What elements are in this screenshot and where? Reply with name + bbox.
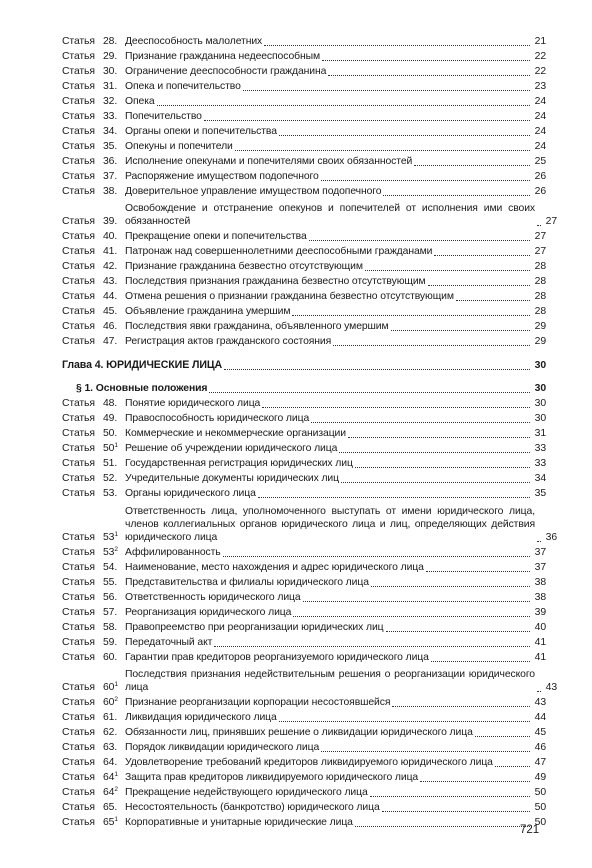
article-number: 39. (103, 216, 118, 227)
toc-entry (62, 649, 546, 664)
article-number: 58. (103, 622, 118, 633)
toc-entry (62, 500, 557, 544)
entry-page-number: 26 (534, 186, 546, 197)
article-label: Статья (62, 458, 95, 469)
dot-leader (426, 561, 530, 572)
toc-entry (62, 138, 546, 153)
entry-page-number: 21 (534, 36, 546, 47)
article-label: Статья (62, 443, 95, 454)
article-number: 53. (103, 488, 118, 499)
entry-page-number: 31 (534, 428, 546, 439)
article-number-superscript: 1 (114, 531, 118, 538)
entry-page-number: 24 (534, 126, 546, 137)
toc-entry (62, 303, 546, 318)
article-label: Статья (62, 652, 95, 663)
entry-title: Решение об учреждении юридического лица (125, 443, 338, 454)
toc-entry (62, 333, 546, 348)
article-number: $60^1$ (103, 681, 118, 693)
entry-title: Ответственность лица, уполномоченного выступать от имени юридического лица, членов коллегиальных органов юридического лица и лиц, определяющих действия юридического лица (125, 506, 535, 543)
entry-page-number: 43 (545, 682, 557, 693)
article-number: 35. (103, 141, 118, 152)
toc-entry (62, 559, 546, 574)
entry-title: Наименование, место нахождения и адрес юридического лица (125, 562, 424, 573)
entry-title: Объявление гражданина умершим (125, 306, 291, 317)
article-number: 30. (103, 66, 118, 77)
entry-page-number: 26 (534, 171, 546, 182)
entry-title: Признание гражданина недееспособным (125, 51, 321, 62)
dot-leader (339, 442, 530, 453)
entry-title: Органы юридического лица (125, 488, 256, 499)
dot-leader (235, 140, 530, 151)
article-label: Статья (62, 111, 95, 122)
article-number: 47. (103, 336, 118, 347)
toc-entry (62, 709, 546, 724)
toc-entry (62, 664, 557, 694)
article-number: 55. (103, 577, 118, 588)
article-number-superscript: 2 (114, 546, 118, 553)
toc-entry (62, 395, 546, 410)
article-label: Статья (62, 592, 95, 603)
dot-leader (434, 245, 530, 256)
dot-leader (264, 35, 530, 46)
article-label: Статья (62, 51, 95, 62)
entry-title: Попечительство (125, 111, 202, 122)
article-label: Статья (62, 413, 95, 424)
entry-title: Глава 4. ЮРИДИЧЕСКИЕ ЛИЦА (62, 359, 223, 371)
article-label: Статья (62, 321, 95, 332)
entry-title: Корпоративные и унитарные юридические лица (125, 817, 353, 828)
article-label: Статья (62, 216, 95, 227)
section-heading (62, 380, 546, 395)
toc-entry (62, 604, 546, 619)
entry-title: Защита прав кредиторов ликвидируемого юридического лица (125, 772, 419, 783)
entry-title: Дееспособность малолетних (125, 36, 263, 47)
entry-title: Представительства и филиалы юридического лица (125, 577, 369, 588)
dot-leader (214, 636, 530, 647)
entry-title: Опека и попечительство (125, 81, 241, 92)
article-label: Статья (62, 742, 95, 753)
article-label: Статья (62, 532, 95, 543)
entry-page-number: 47 (534, 757, 546, 768)
entry-page-number: 44 (534, 712, 546, 723)
entry-page-number: 24 (534, 96, 546, 107)
article-number: $60^2$ (103, 696, 118, 708)
article-label: Статья (62, 36, 95, 47)
entry-page-number: 28 (534, 261, 546, 272)
entry-page-number: 27 (534, 231, 546, 242)
entry-title: Коммерческие и некоммерческие организации (125, 428, 346, 439)
entry-page-number: 34 (534, 473, 546, 484)
article-number: 45. (103, 306, 118, 317)
entry-title: Последствия признания гражданина безвестно отсутствующим (125, 276, 426, 287)
toc-entry (62, 485, 546, 500)
dot-leader (303, 591, 530, 602)
toc-entry (62, 123, 546, 138)
entry-title: Порядок ликвидации юридического лица (125, 742, 320, 753)
entry-page-number: 45 (534, 727, 546, 738)
article-number: 43. (103, 276, 118, 287)
entry-page-number: 37 (534, 562, 546, 573)
article-label: Статья (62, 607, 95, 618)
article-number: 56. (103, 592, 118, 603)
dot-leader (414, 155, 530, 166)
table-of-contents (62, 33, 557, 829)
article-label: Статья (62, 81, 95, 92)
toc-entry (62, 425, 546, 440)
entry-page-number: 39 (534, 607, 546, 618)
entry-title: Последствия явки гражданина, объявленного умершим (125, 321, 389, 332)
article-number: 36. (103, 156, 118, 167)
dot-leader (262, 397, 530, 408)
article-label: Статья (62, 562, 95, 573)
article-number-superscript: 2 (114, 786, 118, 793)
article-label: Статья (62, 577, 95, 588)
article-number: $64^2$ (103, 786, 118, 798)
entry-title: Учредительные документы юридических лиц (125, 473, 339, 484)
article-label: Статья (62, 291, 95, 302)
entry-title: Органы опеки и попечительства (125, 126, 277, 137)
dot-leader (537, 681, 541, 692)
entry-page-number: 46 (534, 742, 546, 753)
entry-title: § 1. Основные положения (76, 383, 208, 394)
entry-title: Ограничение дееспособности гражданина (125, 66, 327, 77)
article-number-superscript: 1 (114, 681, 118, 688)
article-number: 61. (103, 712, 118, 723)
dot-leader (383, 185, 530, 196)
article-number: 48. (103, 398, 118, 409)
article-label: Статья (62, 336, 95, 347)
article-label: Статья (62, 276, 95, 287)
entry-title: Удовлетворение требований кредиторов ликвидируемого юридического лица (125, 757, 493, 768)
article-number: 31. (103, 81, 118, 92)
entry-page-number: 38 (534, 592, 546, 603)
entry-page-number: 33 (534, 443, 546, 454)
entry-page-number: 35 (534, 488, 546, 499)
entry-title: Регистрация актов гражданского состояния (125, 336, 332, 347)
toc-entry (62, 258, 546, 273)
article-label: Статья (62, 757, 95, 768)
dot-leader (348, 427, 530, 438)
dot-leader (209, 382, 530, 393)
toc-entry (62, 724, 546, 739)
entry-page-number: 24 (534, 141, 546, 152)
dot-leader (382, 801, 530, 812)
dot-leader (292, 305, 530, 316)
dot-leader (341, 472, 530, 483)
entry-title: Исполнение опекунами и попечителями своих обязанностей (125, 156, 413, 167)
toc-entry (62, 183, 546, 198)
article-number: 54. (103, 562, 118, 573)
toc-entry (62, 33, 546, 48)
entry-page-number: 27 (534, 246, 546, 257)
article-number: 63. (103, 742, 118, 753)
dot-leader (537, 531, 541, 542)
entry-title: Ответственность юридического лица (125, 592, 301, 603)
article-number-superscript: 2 (114, 696, 118, 703)
article-number: 59. (103, 637, 118, 648)
dot-leader (537, 215, 541, 226)
entry-title: Признание гражданина безвестно отсутствующим (125, 261, 363, 272)
dot-leader (456, 290, 530, 301)
toc-entry (62, 48, 546, 63)
toc-entry (62, 814, 546, 829)
article-number: 64. (103, 757, 118, 768)
article-number: 60. (103, 652, 118, 663)
entry-page-number: 50 (534, 802, 546, 813)
article-number: 49. (103, 413, 118, 424)
dot-leader (279, 711, 530, 722)
toc-entry (62, 440, 546, 455)
entry-title: Распоряжение имуществом подопечного (125, 171, 319, 182)
dot-leader (157, 95, 530, 106)
entry-page-number: 38 (534, 577, 546, 588)
article-label: Статья (62, 712, 95, 723)
article-label: Статья (62, 682, 95, 693)
entry-title: Обязанности лиц, принявших решение о ликвидации юридического лица (125, 727, 473, 738)
entry-page-number: 25 (534, 156, 546, 167)
article-label: Статья (62, 171, 95, 182)
dot-leader (321, 741, 530, 752)
toc-entry (62, 198, 557, 228)
entry-title: Гарантии прав кредиторов реорганизуемого юридического лица (125, 652, 429, 663)
article-number-superscript: 1 (114, 816, 118, 823)
article-number: 33. (103, 111, 118, 122)
entry-page-number: 41 (534, 637, 546, 648)
entry-title: Понятие юридического лица (125, 398, 261, 409)
article-label: Статья (62, 787, 95, 798)
entry-page-number: 29 (534, 321, 546, 332)
entry-page-number: 50 (534, 787, 546, 798)
article-number: $53^2$ (103, 546, 118, 558)
article-label: Статья (62, 697, 95, 708)
article-number: 44. (103, 291, 118, 302)
toc-entry (62, 108, 546, 123)
article-number-superscript: 1 (114, 442, 118, 449)
dot-leader (311, 412, 530, 423)
article-number: $50^1$ (103, 442, 118, 454)
toc-entry (62, 168, 546, 183)
article-label: Статья (62, 141, 95, 152)
toc-entry (62, 769, 546, 784)
article-label: Статья (62, 156, 95, 167)
article-label: Статья (62, 488, 95, 499)
entry-page-number: 37 (534, 547, 546, 558)
entry-page-number: 22 (534, 51, 546, 62)
article-label: Статья (62, 96, 95, 107)
toc-entry (62, 739, 546, 754)
entry-page-number: 30 (534, 360, 546, 371)
article-label: Статья (62, 66, 95, 77)
dot-leader (333, 335, 530, 346)
article-number: 41. (103, 246, 118, 257)
entry-title: Последствия признания недействительным решения о реорганизации юридического лица (125, 669, 535, 693)
entry-title: Передаточный акт (125, 637, 213, 648)
toc-entry (62, 273, 546, 288)
article-label: Статья (62, 802, 95, 813)
entry-title: Правопреемство при реорганизации юридических лиц (125, 622, 384, 633)
dot-leader (258, 487, 530, 498)
toc-entry (62, 243, 546, 258)
article-label: Статья (62, 817, 95, 828)
entry-title: Опекуны и попечители (125, 141, 233, 152)
article-number: $64^1$ (103, 771, 118, 783)
article-label: Статья (62, 622, 95, 633)
entry-page-number: 28 (534, 276, 546, 287)
toc-entry (62, 78, 546, 93)
article-label: Статья (62, 398, 95, 409)
entry-title: Аффилированность (125, 547, 221, 558)
entry-page-number: 41 (534, 652, 546, 663)
entry-title: Прекращение недействующего юридического лица (125, 787, 368, 798)
article-number: 42. (103, 261, 118, 272)
dot-leader (224, 359, 530, 370)
entry-page-number: 22 (534, 66, 546, 77)
page-number: 721 (520, 824, 540, 836)
article-number: 32. (103, 96, 118, 107)
entry-page-number: 40 (534, 622, 546, 633)
toc-entry (62, 63, 546, 78)
article-label: Статья (62, 428, 95, 439)
dot-leader (328, 65, 530, 76)
dot-leader (386, 621, 530, 632)
toc-entry (62, 784, 546, 799)
dot-leader (392, 696, 530, 707)
article-label: Статья (62, 261, 95, 272)
entry-page-number: 49 (534, 772, 546, 783)
dot-leader (371, 576, 530, 587)
article-label: Статья (62, 126, 95, 137)
entry-title: Патронаж над совершеннолетними дееспособными гражданами (125, 246, 433, 257)
dot-leader (355, 457, 530, 468)
toc-entry (62, 574, 546, 589)
article-number: 37. (103, 171, 118, 182)
dot-leader (431, 651, 530, 662)
entry-page-number: 36 (545, 532, 557, 543)
entry-title: Освобождение и отстранение опекунов и попечителей от исполнения ими своих обязанностей (125, 203, 535, 227)
dot-leader (279, 125, 530, 136)
entry-page-number: 28 (534, 306, 546, 317)
article-label: Статья (62, 306, 95, 317)
article-number: 28. (103, 36, 118, 47)
dot-leader (428, 275, 530, 286)
toc-entry (62, 619, 546, 634)
toc-entry (62, 544, 546, 559)
dot-leader (370, 786, 530, 797)
entry-page-number: 27 (545, 216, 557, 227)
toc-entry (62, 410, 546, 425)
toc-entry (62, 455, 546, 470)
dot-leader (293, 606, 530, 617)
toc-entry (62, 634, 546, 649)
entry-title: Ликвидация юридического лица (125, 712, 277, 723)
dot-leader (475, 726, 530, 737)
article-label: Статья (62, 186, 95, 197)
dot-leader (391, 320, 530, 331)
entry-page-number: 33 (534, 458, 546, 469)
article-number: $65^1$ (103, 816, 118, 828)
dot-leader (495, 756, 530, 767)
toc-entry (62, 318, 546, 333)
dot-leader (309, 230, 530, 241)
entry-title: Реорганизация юридического лица (125, 607, 292, 618)
article-label: Статья (62, 727, 95, 738)
entry-page-number: 43 (534, 697, 546, 708)
entry-title: Государственная регистрация юридических лиц (125, 458, 353, 469)
dot-leader (223, 546, 530, 557)
entry-page-number: 28 (534, 291, 546, 302)
dot-leader (365, 260, 530, 271)
toc-entry (62, 288, 546, 303)
entry-title: Доверительное управление имуществом подопечного (125, 186, 382, 197)
toc-entry (62, 754, 546, 769)
entry-title: Несостоятельность (банкротство) юридического лица (125, 802, 380, 813)
toc-entry (62, 694, 546, 709)
article-number: 46. (103, 321, 118, 332)
entry-page-number: 30 (534, 383, 546, 394)
article-number: 50. (103, 428, 118, 439)
dot-leader (321, 170, 530, 181)
article-number: $53^1$ (103, 531, 118, 543)
article-label: Статья (62, 547, 95, 558)
entry-page-number: 30 (534, 413, 546, 424)
entry-page-number: 24 (534, 111, 546, 122)
toc-entry (62, 93, 546, 108)
entry-page-number: 29 (534, 336, 546, 347)
chapter-heading (62, 356, 546, 372)
entry-title: Правоспособность юридического лица (125, 413, 310, 424)
article-label: Статья (62, 637, 95, 648)
article-number: 57. (103, 607, 118, 618)
entry-page-number: 50 (534, 817, 546, 828)
article-number: 51. (103, 458, 118, 469)
article-number: 38. (103, 186, 118, 197)
dot-leader (420, 771, 530, 782)
article-number: 62. (103, 727, 118, 738)
entry-title: Отмена решения о признании гражданина безвестно отсутствующим (125, 291, 454, 302)
article-number-superscript: 1 (114, 771, 118, 778)
toc-entry (62, 228, 546, 243)
dot-leader (322, 50, 530, 61)
article-label: Статья (62, 231, 95, 242)
dot-leader (243, 80, 530, 91)
entry-title: Признание реорганизации корпорации несостоявшейся (125, 697, 391, 708)
dot-leader (355, 816, 530, 827)
entry-title: Опека (125, 96, 155, 107)
article-label: Статья (62, 772, 95, 783)
entry-page-number: 30 (534, 398, 546, 409)
toc-entry (62, 470, 546, 485)
article-label: Статья (62, 473, 95, 484)
toc-entry (62, 589, 546, 604)
article-number: 40. (103, 231, 118, 242)
entry-page-number: 23 (534, 81, 546, 92)
article-number: 65. (103, 802, 118, 813)
article-label: Статья (62, 246, 95, 257)
toc-entry (62, 799, 546, 814)
entry-title: Прекращение опеки и попечительства (125, 231, 307, 242)
toc-entry (62, 153, 546, 168)
article-number: 34. (103, 126, 118, 137)
article-number: 29. (103, 51, 118, 62)
dot-leader (204, 110, 530, 121)
article-number: 52. (103, 473, 118, 484)
